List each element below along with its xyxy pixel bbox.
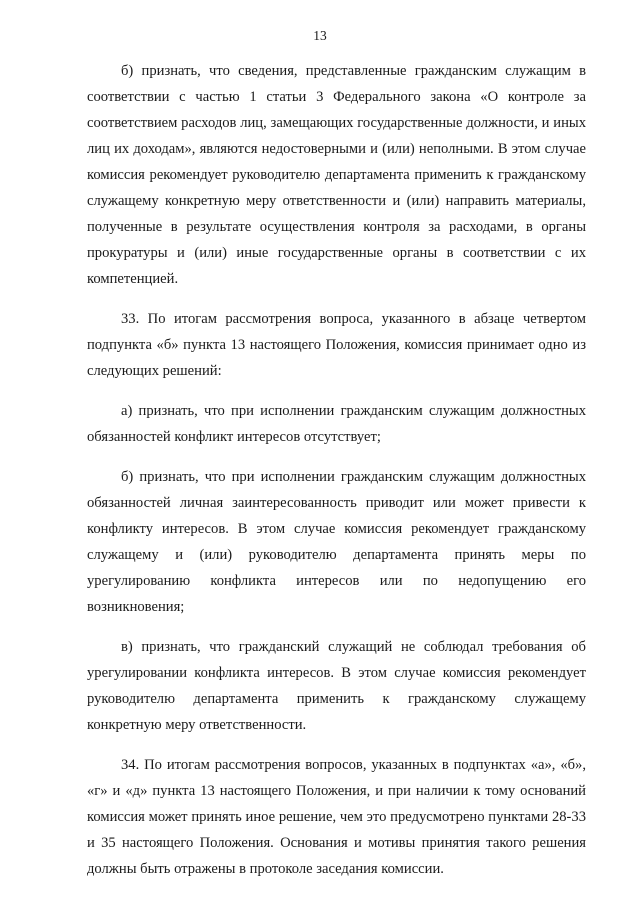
document-body: [87, 58, 586, 896]
paragraph-33-v-requirements-violated: в) признать, что гражданский служащий не соблюдал требования об урегулировании конфликта интересов. В этом случае комиссия рекомендует руководителю департамента применить к гражданскому служащему конкретную меру ответственности.: [87, 639, 586, 733]
paragraph-b-disclosure-unreliable: б) признать, что сведения, представленные гражданским служащим в соответствии с частью 1 статьи 3 Федерального закона «О контроле за соответствием расходов лиц, замещающих государственные должности, и иных лиц их доходам», являются недостоверными и (или) неполными. В этом случае комиссия рекомендует руководителю департамента применить к гражданскому служащему конкретную меру ответственности и (или) направить материалы, полученные в результате осуществления контроля за расходами, в органы прокуратуры и (или) иные государственные органы в соответствии с их компетенцией.: [87, 63, 586, 287]
paragraph-33-decisions-intro: 33. По итогам рассмотрения вопроса, указанного в абзаце четвертом подпункта «б» пункта 13 настоящего Положения, комиссия принимает одно из следующих решений:: [87, 311, 586, 379]
paragraph-33-a-no-conflict: а) признать, что при исполнении гражданским служащим должностных обязанностей конфликт интересов отсутствует;: [87, 403, 586, 445]
page-number: 13: [313, 28, 327, 43]
paragraph-34-other-decision: 34. По итогам рассмотрения вопросов, указанных в подпунктах «а», «б», «г» и «д» пункта 13 настоящего Положения, и при наличии к тому оснований комиссия может принять иное решение, чем это предусмотрено пунктами 28-33 и 35 настоящего Положения. Основания и мотивы принятия такого решения должны быть отражены в протоколе заседания комиссии.: [87, 757, 586, 877]
paragraph-33-b-conflict-possible: б) признать, что при исполнении гражданским служащим должностных обязанностей личная заинтересованность приводит или может привести к конфликту интересов. В этом случае комиссия рекомендует гражданскому служащему и (или) руководителю департамента принять меры по урегулированию конфликта интересов или по недопущению его возникновения;: [87, 469, 586, 615]
